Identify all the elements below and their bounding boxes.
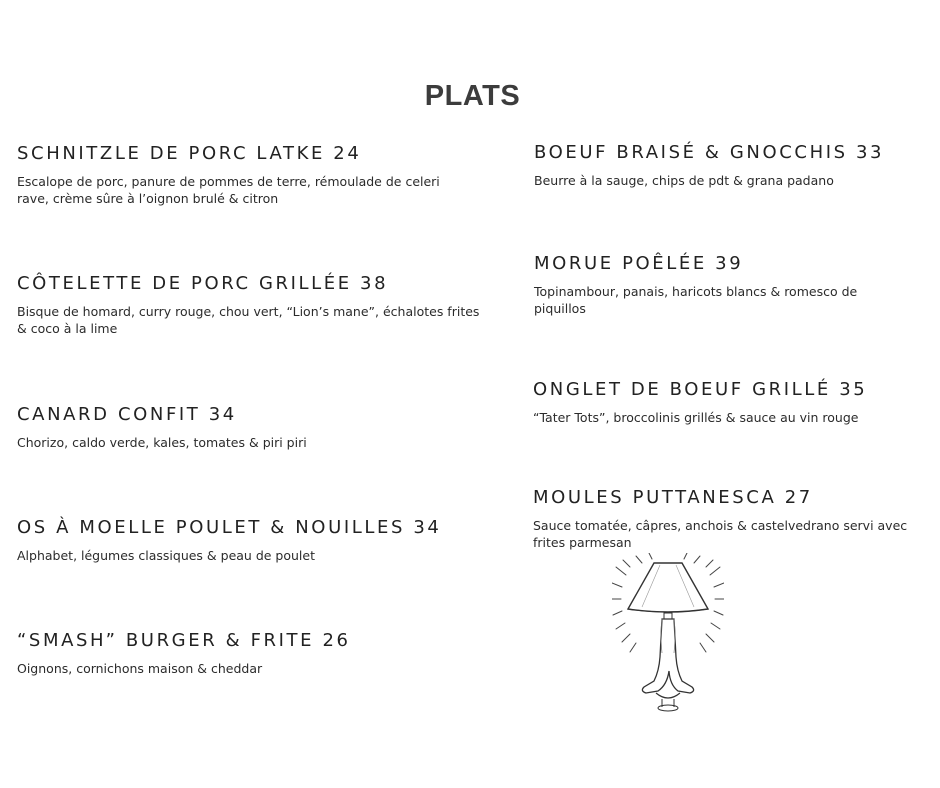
menu-item [17, 517, 497, 564]
menu-item [533, 487, 938, 551]
menu-item-description: “Tater Tots”, broccolinis grillés & sauce au vin rouge [533, 410, 859, 425]
menu-item-name: SCHNITZLE DE PORC LATKE 24 [17, 143, 362, 164]
menu-item [17, 143, 487, 207]
menu-item-description: Chorizo, caldo verde, kales, tomates & piri piri [17, 435, 307, 450]
menu-item-description: Topinambour, panais, haricots blancs & romesco de piquillos [534, 284, 858, 316]
menu-item [17, 273, 497, 337]
menu-item [17, 630, 487, 677]
menu-item-description: Oignons, cornichons maison & cheddar [17, 661, 263, 676]
menu-item [17, 404, 487, 451]
lamp-leg-icon [612, 553, 724, 713]
menu-item-name: ONGLET DE BOEUF GRILLÉ 35 [533, 379, 868, 400]
menu-item-description: Bisque de homard, curry rouge, chou vert, “Lion’s mane”, échalotes frites & coco à la lime [17, 304, 480, 336]
menu-item-description: Beurre à la sauge, chips de pdt & grana padano [534, 173, 834, 188]
menu-title: PLATS [424, 80, 521, 112]
menu-item [534, 142, 934, 189]
menu-item [534, 253, 934, 317]
menu-item-name: BOEUF BRAISÉ & GNOCCHIS 33 [534, 142, 885, 163]
menu-item-name: “SMASH” BURGER & FRITE 26 [17, 630, 351, 651]
menu-item-description: Sauce tomatée, câpres, anchois & castelvedrano servi avec frites parmesan [533, 518, 908, 550]
menu-item-name: MOULES PUTTANESCA 27 [533, 487, 813, 508]
menu-item [533, 379, 933, 426]
menu-item-description: Escalope de porc, panure de pommes de terre, rémoulade de celeri rave, crème sûre à l’oignon brulé & citron [17, 174, 440, 206]
menu-item-description: Alphabet, légumes classiques & peau de poulet [17, 548, 315, 563]
menu-item-name: CANARD CONFIT 34 [17, 404, 237, 425]
menu-item-name: MORUE POÊLÉE 39 [534, 253, 744, 274]
menu-item-name: CÔTELETTE DE PORC GRILLÉE 38 [17, 273, 389, 294]
menu-item-name: OS À MOELLE POULET & NOUILLES 34 [17, 517, 442, 538]
